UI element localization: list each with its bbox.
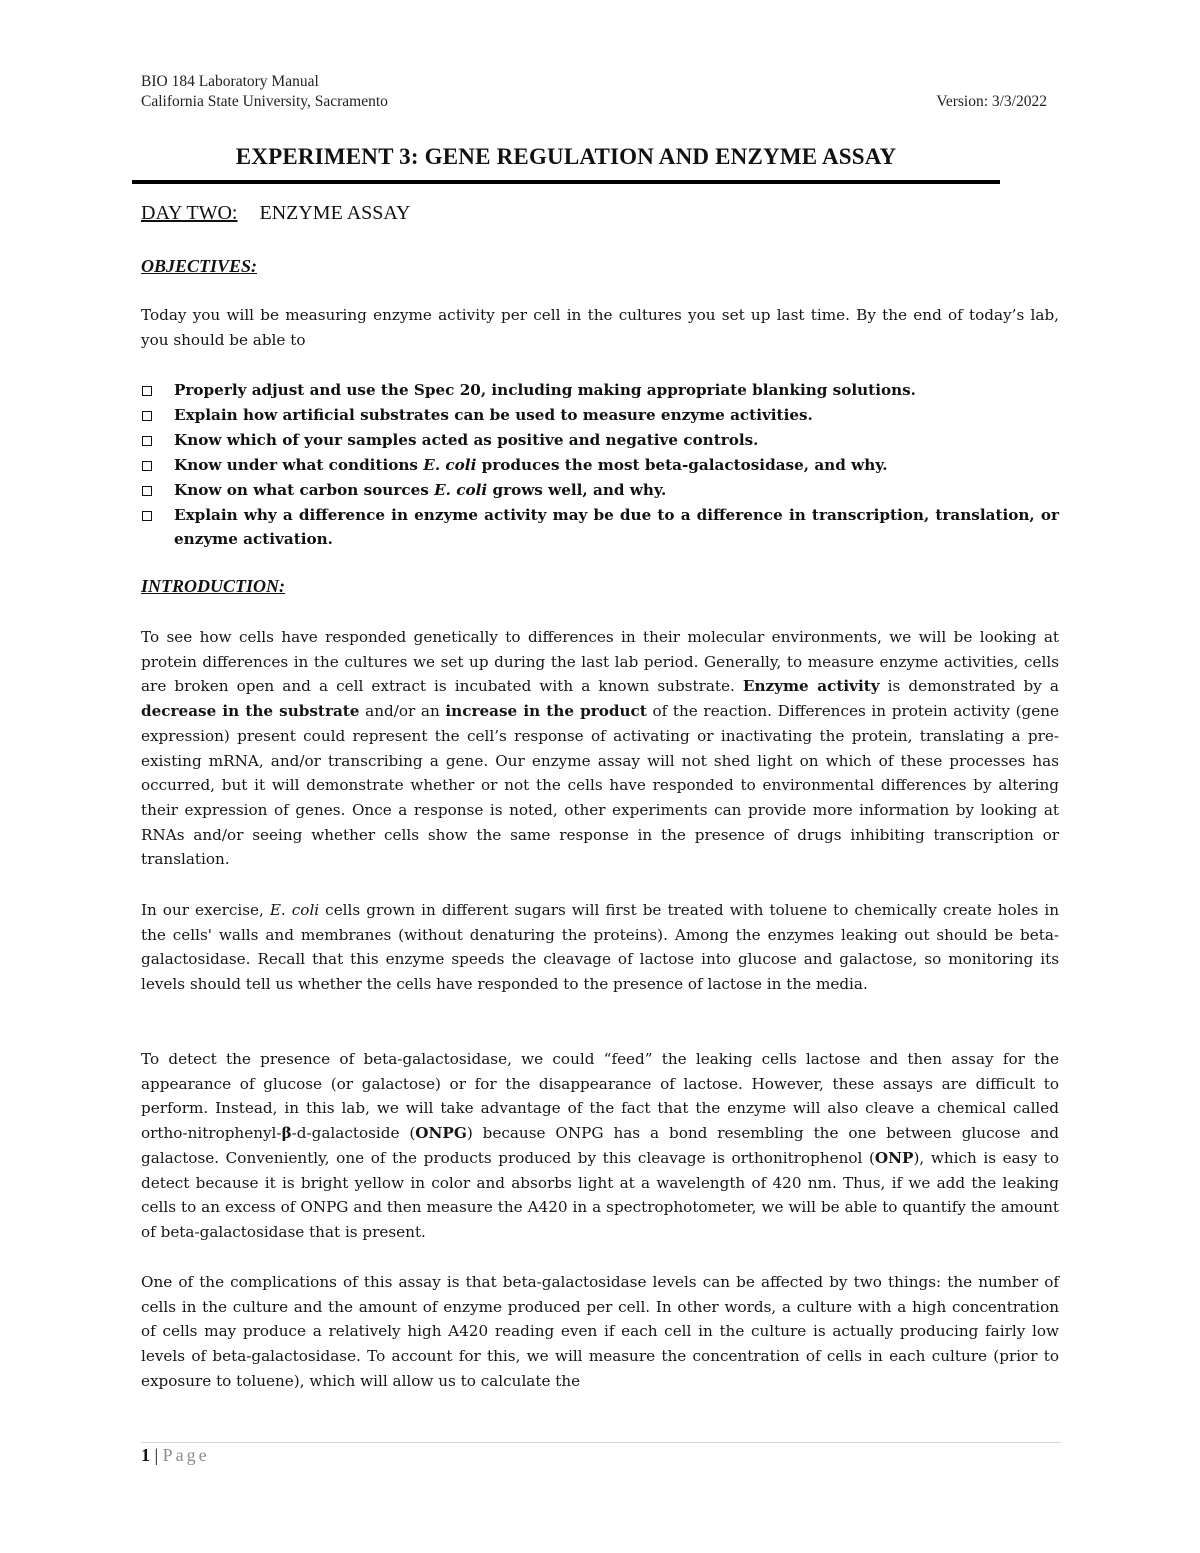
checkbox-bullet-icon xyxy=(142,386,152,396)
objective-text: produces the most beta-galactosidase, and why. xyxy=(476,455,888,474)
bold-term: Enzyme activity xyxy=(742,677,880,696)
page-number: 1 xyxy=(141,1445,150,1465)
introduction-paragraph-1: To see how cells have responded genetically to differences in their molecular environments, we will be looking at protein differences in the cultures we set up during the last lab period. Generally, to measure enzyme activities, cells are broken open and a cell extract is incubated with a known substrate. Enzyme activity is demonstrated by a decrease in the substrate and/or an increase in the product of the reaction. Differences in protein activity (gene expression) present could represent the cell’s response of activating or inactivating the protein, translating a pre-existing mRNA, and/or transcribing a gene. Our enzyme assay will not shed light on which of these processes has occurred, but it will demonstrate whether or not the cells have responded to environmental differences by altering their expression of genes. Once a response is noted, other experiments can provide more information by looking at RNAs and/or seeing whether cells show the same response in the presence of drugs inhibiting transcription or translation. xyxy=(141,628,1059,869)
checkbox-bullet-icon xyxy=(142,486,152,496)
objectives-list xyxy=(141,378,1059,552)
objectives-intro-text: Today you will be measuring enzyme activity per cell in the cultures you set up last time. By the end of today’s lab, you should be able to xyxy=(141,306,1059,349)
organism-name: E. coli xyxy=(423,455,477,474)
introduction-paragraph-3: To detect the presence of beta-galactosidase, we could “feed” the leaking cells lactose and then assay for the appearance of glucose (or galactose) or for the disappearance of lactose. However, these assays are difficult to perform. Instead, in this lab, we will take advantage of the fact that the enzyme will also cleave a chemical called ortho-nitrophenyl-β-d-galactoside (ONPG) because ONPG has a bond resembling the one between glucose and galactose. Conveniently, one of the products produced by this cleavage is orthonitrophenol (ONP), which is easy to detect because it is bright yellow in color and absorbs light at a wavelength of 420 nm. Thus, if we add the leaking cells to an excess of ONPG and then measure the A420 in a spectrophotometer, we will be able to quantify the amount of beta-galactosidase that is present. xyxy=(141,1050,1059,1241)
objectives-heading: OBJECTIVES: xyxy=(141,256,258,276)
objective-item xyxy=(141,428,1059,453)
introduction-paragraph-2: In our exercise, E. coli cells grown in different sugars will first be treated with toluene to chemically create holes in the cells' walls and membranes (without denaturing the proteins). Among the enzymes leaking out should be beta-galactosidase. Recall that this enzyme speeds the cleavage of lactose into glucose and galactose, so monitoring its levels should tell us whether the cells have responded to the presence of lactose in the media. xyxy=(141,901,1059,994)
objective-text: Know which of your samples acted as positive and negative controls. xyxy=(174,430,759,449)
day-name: ENZYME ASSAY xyxy=(259,202,411,224)
footer-separator: | xyxy=(150,1445,163,1465)
introduction-paragraph-4: One of the complications of this assay is that beta-galactosidase levels can be affected by two things: the number of cells in the culture and the amount of enzyme produced per cell. In other words, a culture with a high concentration of cells may produce a relatively high A420 reading even if each cell in the culture is actually producing fairly low levels of beta-galactosidase. To account for this, we will measure the concentration of cells in each culture (prior to exposure to toluene), which will allow us to calculate the xyxy=(141,1273,1059,1390)
running-header xyxy=(141,72,1047,112)
objectives-intro xyxy=(141,303,1059,352)
version-label: Version: 3/3/2022 xyxy=(936,93,1047,110)
organism-name: E. coli xyxy=(269,901,320,919)
bold-term: ONPG xyxy=(415,1124,467,1143)
title-rule xyxy=(132,180,1000,184)
checkbox-bullet-icon xyxy=(142,511,152,521)
objective-item xyxy=(141,478,1059,503)
objective-item xyxy=(141,453,1059,478)
introduction-heading: INTRODUCTION: xyxy=(141,576,285,596)
organism-name: E. coli xyxy=(434,480,488,499)
checkbox-bullet-icon xyxy=(142,411,152,421)
beta-symbol: β xyxy=(281,1124,292,1143)
day-label: DAY TWO: xyxy=(141,202,238,224)
objective-item xyxy=(141,378,1059,403)
bold-term: decrease in the substrate xyxy=(141,702,360,721)
objective-text: Know under what conditions xyxy=(174,455,424,474)
page-footer xyxy=(141,1445,210,1466)
checkbox-bullet-icon xyxy=(142,461,152,471)
checkbox-bullet-icon xyxy=(142,436,152,446)
objective-text: Properly adjust and use the Spec 20, including making appropriate blanking solutions. xyxy=(174,381,916,399)
footer-rule xyxy=(141,1442,1061,1443)
page-label: Page xyxy=(162,1445,210,1465)
bold-term: ONP xyxy=(874,1148,914,1167)
document-title: EXPERIMENT 3: GENE REGULATION AND ENZYME ASSAY xyxy=(235,144,897,169)
objective-item xyxy=(141,503,1059,553)
objective-text: grows well, and why. xyxy=(487,480,667,499)
objective-text: Know on what carbon sources xyxy=(174,480,435,499)
manual-name: BIO 184 Laboratory Manual xyxy=(141,73,319,90)
objective-text: Explain why a difference in enzyme activity may be due to a difference in transcription, translation, or enzyme activation. xyxy=(174,505,1059,549)
bold-term: increase in the product xyxy=(445,702,647,721)
objective-text: Explain how artificial substrates can be used to measure enzyme activities. xyxy=(174,405,813,424)
objective-item xyxy=(141,403,1059,428)
institution-name: California State University, Sacramento xyxy=(141,93,388,110)
day-heading xyxy=(141,202,410,225)
